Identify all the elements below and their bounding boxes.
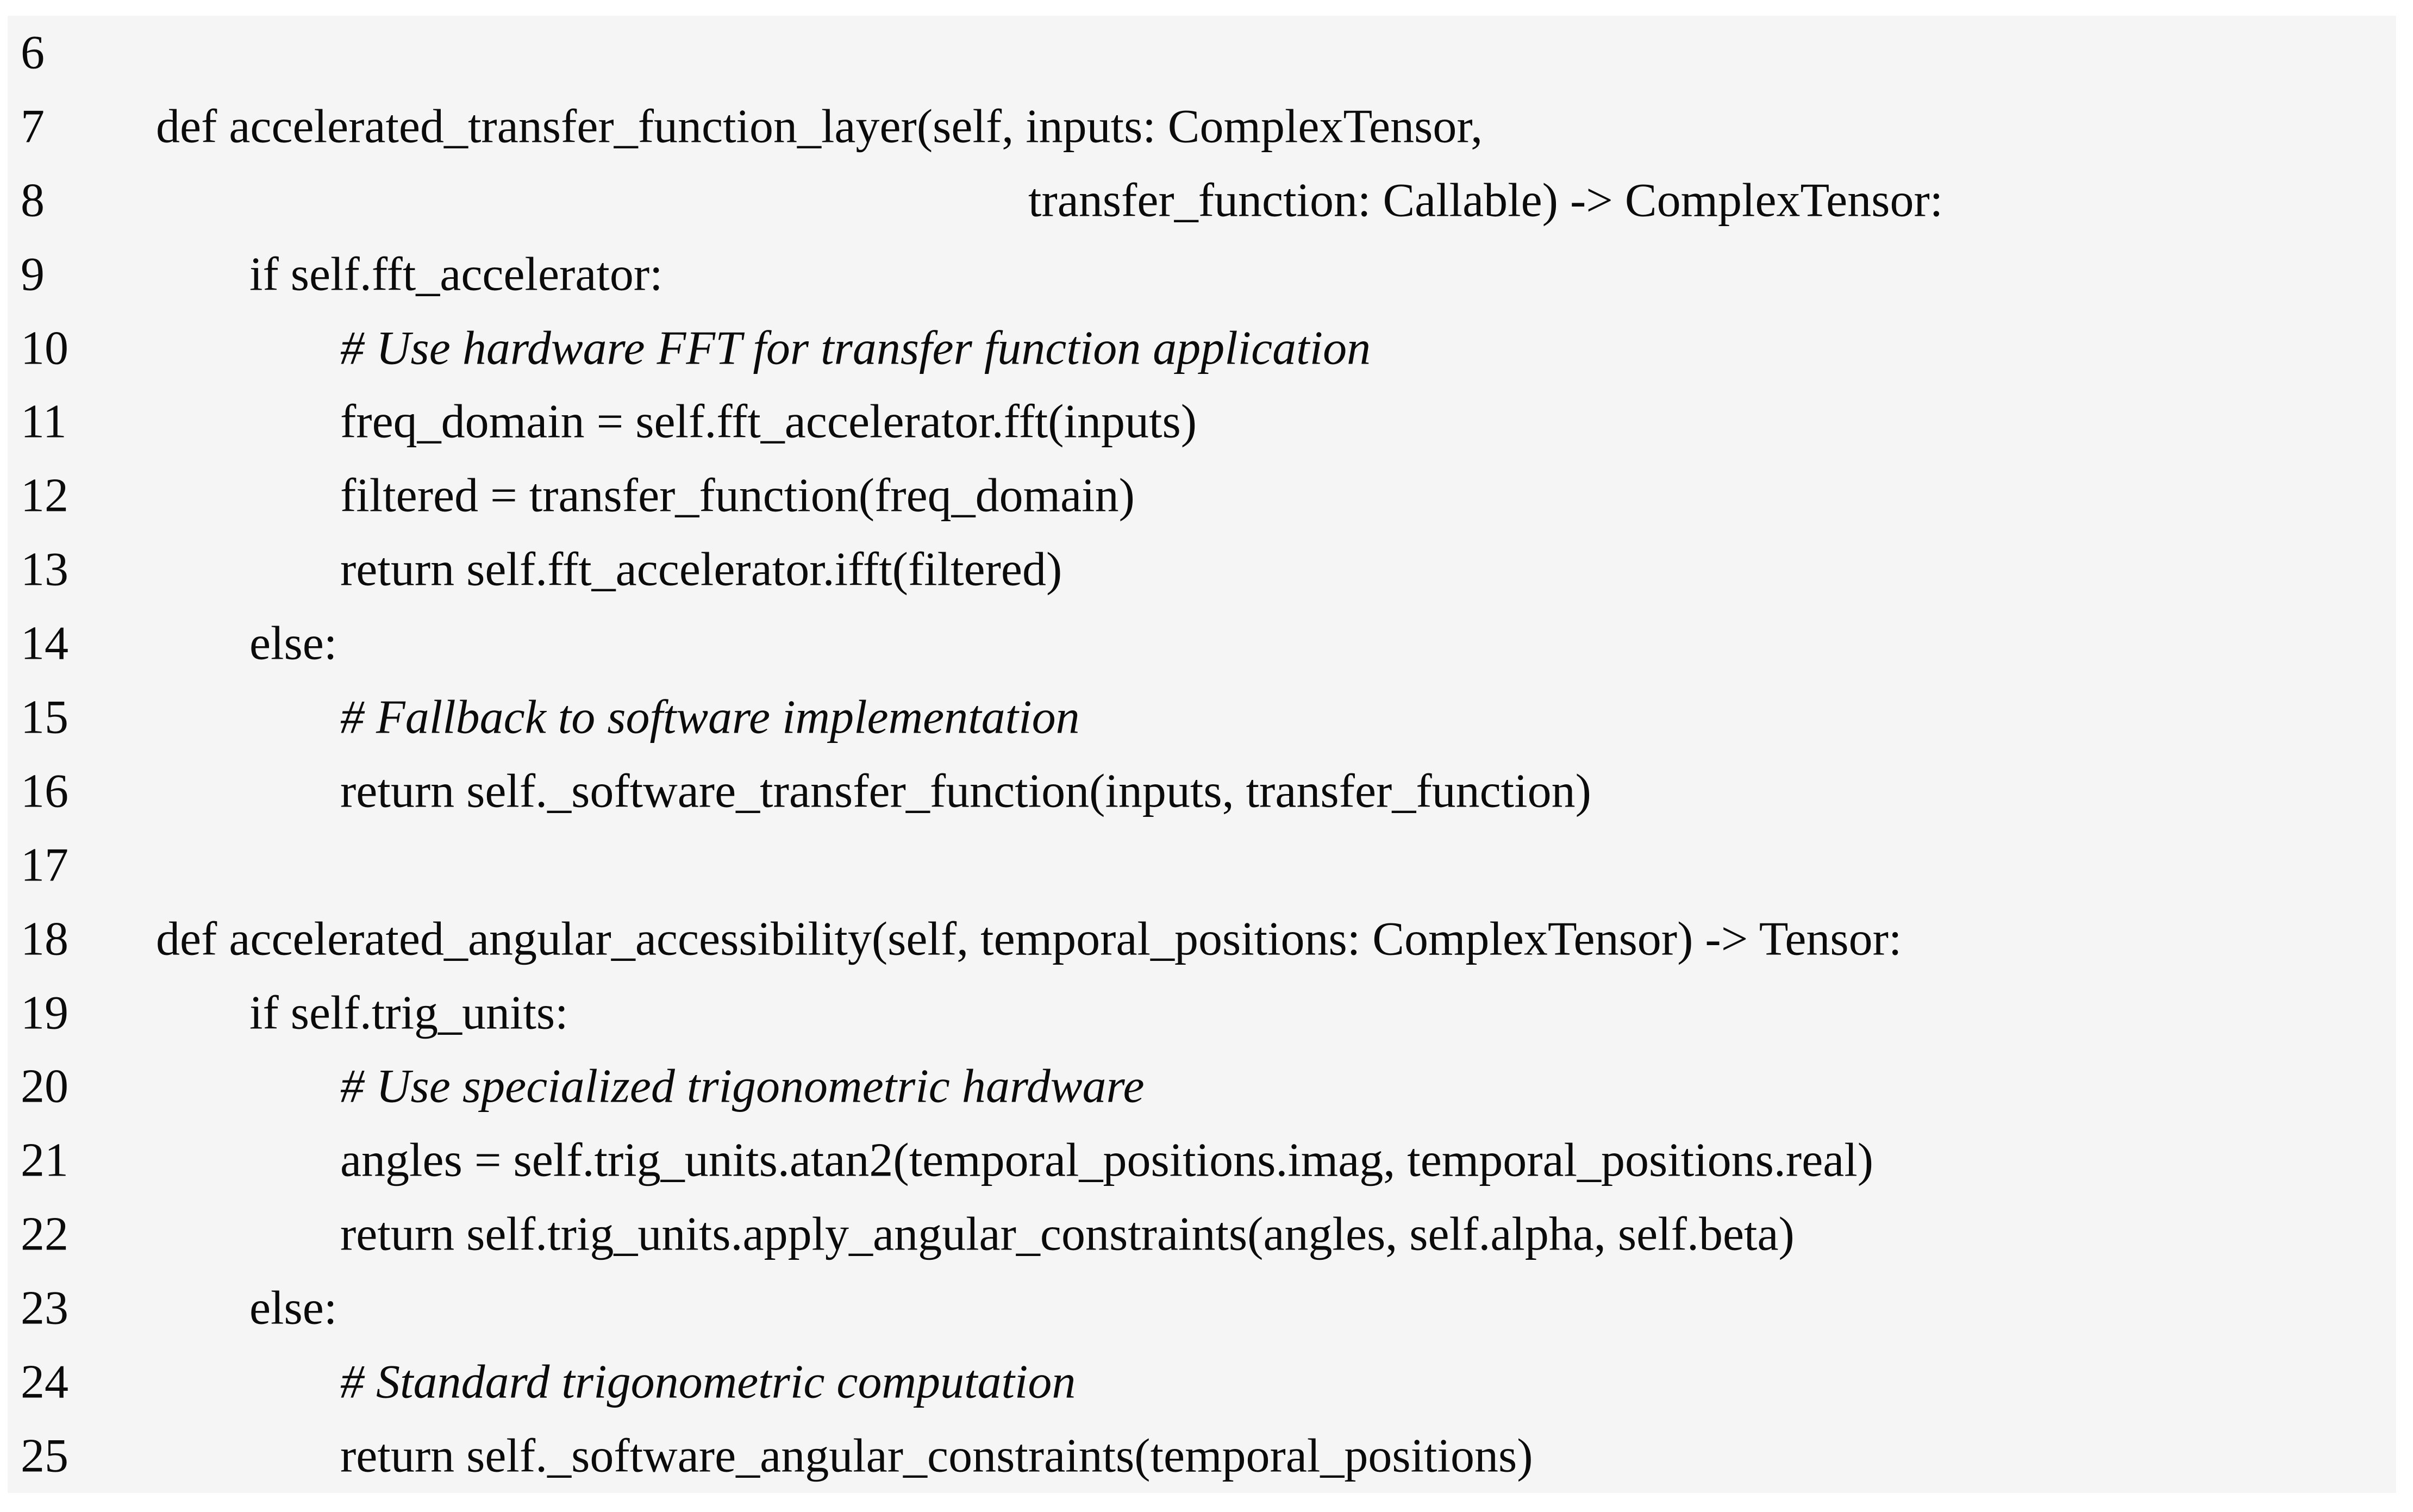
code-line: [8, 1345, 2396, 1419]
line-number: 7: [21, 100, 45, 153]
line-number: 17: [21, 839, 68, 892]
line-number: 20: [21, 1060, 68, 1113]
code-line: [8, 1049, 2396, 1123]
line-number: 16: [21, 765, 68, 818]
code-line: [8, 1123, 2396, 1197]
line-number: 9: [21, 248, 45, 301]
code-text: angles = self.trig_units.atan2(temporal_positions.imag, temporal_positions.real): [340, 1134, 1874, 1187]
code-text: freq_domain = self.fft_accelerator.fft(inputs): [340, 395, 1197, 448]
line-number: 14: [21, 617, 68, 670]
line-number: 25: [21, 1429, 68, 1483]
line-number: 8: [21, 174, 45, 227]
line-number: 11: [21, 395, 67, 448]
code-text: filtered = transfer_function(freq_domain): [340, 469, 1135, 522]
code-text: if self.trig_units:: [249, 986, 568, 1040]
code-line: [8, 1419, 2396, 1493]
code-line: [8, 459, 2396, 533]
comment-text: # Fallback to software implementation: [340, 691, 1080, 744]
line-number: 18: [21, 913, 68, 966]
code-text: def accelerated_angular_accessibility(self, temporal_positions: ComplexTensor) -> Tensor:: [156, 913, 1902, 966]
code-text: def accelerated_transfer_function_layer(self, inputs: ComplexTensor,: [156, 100, 1483, 153]
line-number: 22: [21, 1208, 68, 1261]
code-line: [8, 607, 2396, 680]
code-line: [8, 385, 2396, 459]
code-line: [8, 90, 2396, 164]
code-text: return self._software_transfer_function(inputs, transfer_function): [340, 765, 1591, 818]
code-listing: [8, 16, 2396, 1493]
code-line: [8, 976, 2396, 1050]
comment-text: # Use specialized trigonometric hardware: [340, 1060, 1145, 1113]
code-text: else:: [249, 617, 337, 670]
code-text: transfer_function: Callable) -> ComplexTensor:: [1028, 174, 1943, 227]
code-line: [8, 828, 2396, 902]
code-text: else:: [249, 1282, 337, 1335]
line-number: 23: [21, 1282, 68, 1335]
code-line: [8, 533, 2396, 607]
code-text: return self.fft_accelerator.ifft(filtered): [340, 543, 1062, 596]
line-number: 12: [21, 469, 68, 522]
code-line: [8, 754, 2396, 828]
line-number: 6: [21, 26, 45, 79]
line-number: 24: [21, 1355, 68, 1409]
line-number: 21: [21, 1134, 68, 1187]
line-number: 13: [21, 543, 68, 596]
code-text: return self.trig_units.apply_angular_constraints(angles, self.alpha, self.beta): [340, 1208, 1795, 1261]
line-number: 15: [21, 691, 68, 744]
code-line: [8, 16, 2396, 90]
code-line: [8, 680, 2396, 754]
code-line: [8, 1271, 2396, 1345]
line-number: 19: [21, 986, 68, 1040]
line-number: 10: [21, 322, 68, 374]
code-line: [8, 902, 2396, 976]
code-text: if self.fft_accelerator:: [249, 248, 663, 301]
comment-text: # Use hardware FFT for transfer function application: [340, 322, 1371, 374]
code-line: [8, 164, 2396, 238]
code-line: [8, 311, 2396, 385]
code-line: [8, 238, 2396, 311]
code-text: return self._software_angular_constraints(temporal_positions): [340, 1429, 1533, 1483]
code-line: [8, 1197, 2396, 1271]
comment-text: # Standard trigonometric computation: [340, 1355, 1076, 1409]
